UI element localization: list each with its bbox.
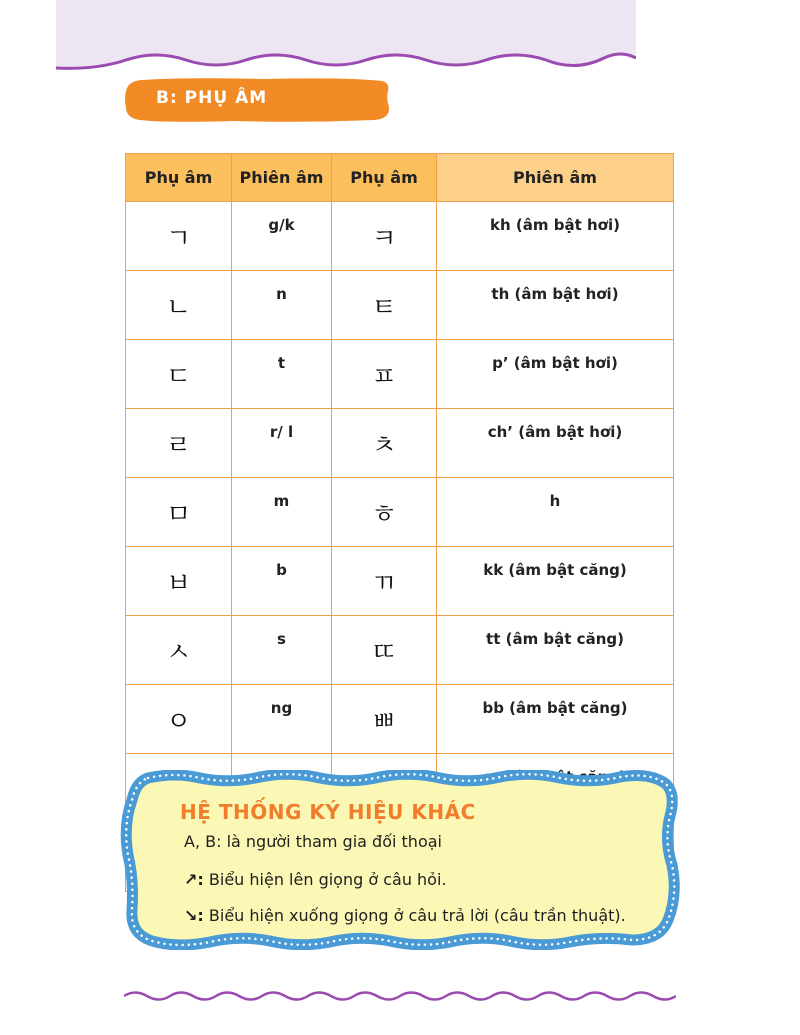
notation-note-box <box>120 770 680 950</box>
table-row <box>126 202 674 271</box>
consonant-cell: ㅊ <box>332 409 437 478</box>
table-row <box>126 685 674 754</box>
consonant-cell: ㅇ <box>126 685 232 754</box>
notation-line-falling <box>184 906 626 925</box>
header-transcription: Phiên âm <box>437 154 674 202</box>
falling-arrow-icon: ↘: <box>184 906 204 925</box>
bottom-wave-divider <box>124 988 676 1008</box>
consonant-cell: ㄱ <box>126 202 232 271</box>
consonant-cell: ㄸ <box>332 616 437 685</box>
transcription-cell: bb (âm bật căng) <box>437 685 674 754</box>
transcription-cell: r/ l <box>232 409 332 478</box>
table-row <box>126 616 674 685</box>
rising-arrow-icon: ↗: <box>184 870 204 889</box>
consonant-cell: ㅋ <box>332 202 437 271</box>
notation-line-speakers: A, B: là người tham gia đối thoại <box>184 832 442 851</box>
falling-description: Biểu hiện xuống giọng ở câu trả lời (câu trần thuật). <box>203 906 626 925</box>
notation-line-rising <box>184 870 447 889</box>
transcription-cell: h <box>437 478 674 547</box>
consonant-cell: ㄹ <box>126 409 232 478</box>
table-header-row <box>126 154 674 202</box>
transcription-cell: kh (âm bật hơi) <box>437 202 674 271</box>
consonant-cell: ㅃ <box>332 685 437 754</box>
consonant-cell: ㅎ <box>332 478 437 547</box>
consonant-cell: ㄲ <box>332 547 437 616</box>
transcription-cell: s <box>232 616 332 685</box>
consonant-cell: ㅌ <box>332 271 437 340</box>
transcription-cell: b <box>232 547 332 616</box>
transcription-cell: ng <box>232 685 332 754</box>
top-decorative-band <box>56 0 636 75</box>
consonant-cell: ㅁ <box>126 478 232 547</box>
table-row <box>126 478 674 547</box>
transcription-cell: g/k <box>232 202 332 271</box>
consonant-cell: ㅍ <box>332 340 437 409</box>
table-row <box>126 271 674 340</box>
rising-description: Biểu hiện lên giọng ở câu hỏi. <box>203 870 447 889</box>
transcription-cell: n <box>232 271 332 340</box>
header-consonant: Phụ âm <box>126 154 232 202</box>
header-consonant: Phụ âm <box>332 154 437 202</box>
table-row <box>126 409 674 478</box>
section-banner <box>124 77 390 123</box>
notation-title: HỆ THỐNG KÝ HIỆU KHÁC <box>180 800 476 824</box>
consonant-cell: ㄷ <box>126 340 232 409</box>
transcription-cell: t <box>232 340 332 409</box>
consonant-cell: ㅅ <box>126 616 232 685</box>
transcription-cell: p’ (âm bật hơi) <box>437 340 674 409</box>
transcription-cell: kk (âm bật căng) <box>437 547 674 616</box>
transcription-cell: ch’ (âm bật hơi) <box>437 409 674 478</box>
transcription-cell: tt (âm bật căng) <box>437 616 674 685</box>
consonant-cell: ㅂ <box>126 547 232 616</box>
consonant-cell: ㄴ <box>126 271 232 340</box>
section-title: B: PHỤ ÂM <box>156 88 268 108</box>
transcription-cell: m <box>232 478 332 547</box>
header-transcription: Phiên âm <box>232 154 332 202</box>
table-row <box>126 547 674 616</box>
transcription-cell: th (âm bật hơi) <box>437 271 674 340</box>
table-row <box>126 340 674 409</box>
